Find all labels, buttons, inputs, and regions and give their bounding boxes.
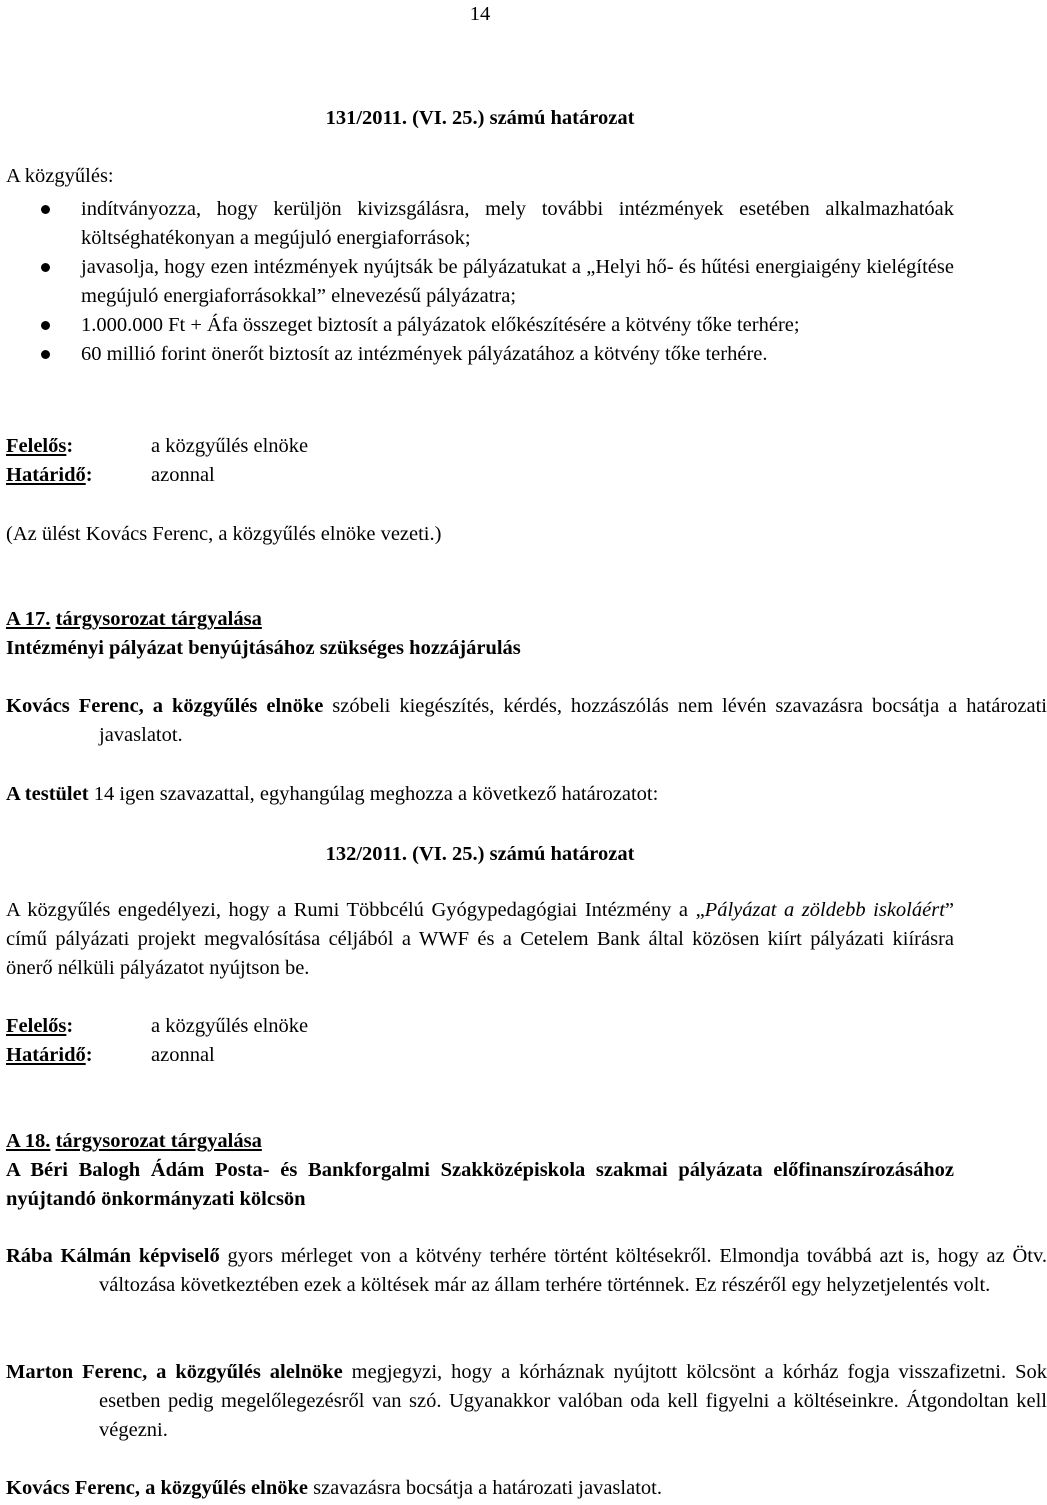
agenda-title-17: Intézményi pályázat benyújtásához szükséges hozzájárulás bbox=[6, 637, 521, 659]
responsible-value: a közgyűlés elnöke bbox=[151, 1015, 309, 1037]
page-number: 14 bbox=[469, 3, 491, 25]
speaker-paragraph-raba: Rába Kálmán képviselő gyors mérleget von a kötvény terhére történt költésekről. Elmondja továbbá azt is, hogy az Ötv. változása következtében ezek a költések már az állam terhére történnek. Ez részéről egy helyzetjelentés volt. bbox=[6, 1245, 1047, 1296]
bullet-item: 60 millió forint önerőt biztosít az intézmények pályázatához a kötvény tőke terhére. bbox=[6, 340, 954, 369]
responsible-label: Felelős: bbox=[6, 1015, 74, 1037]
resolution-title-131: 131/2011. (VI. 25.) számú határozat bbox=[325, 107, 635, 129]
bullet-item: indítványozza, hogy kerüljön kivizsgálásra, mely további intézmények esetében alkalmazhatóak költséghatékonyan a megújuló energiaforrások; bbox=[6, 195, 954, 253]
deadline-label: Határidő: bbox=[6, 1044, 93, 1066]
responsible-deadline-132 bbox=[6, 1012, 954, 1070]
speaker-paragraph-kovacs: Kovács Ferenc, a közgyűlés elnöke szavazásra bocsátja a határozati javaslatot. bbox=[6, 1477, 662, 1499]
bullet-item: javasolja, hogy ezen intézmények nyújtsák be pályázatukat a „Helyi hő- és hűtési energiaigény kielégítése megújuló energiaforrásokkal” elnevezésű pályázatra; bbox=[6, 253, 954, 311]
deadline-value: azonnal bbox=[151, 1044, 215, 1066]
vote-paragraph-17: A testület 14 igen szavazattal, egyhangúlag meghozza a következő határozatot: bbox=[6, 783, 659, 805]
speaker-paragraph-17: Kovács Ferenc, a közgyűlés elnöke szóbeli kiegészítés, kérdés, hozzászólás nem lévén szavazásra bocsátja a határozati javaslatot. bbox=[6, 695, 1047, 746]
responsible-value: a közgyűlés elnöke bbox=[151, 435, 309, 457]
assembly-intro: A közgyűlés: bbox=[6, 165, 114, 187]
responsible-label: Felelős: bbox=[6, 435, 74, 457]
deadline-value: azonnal bbox=[151, 464, 215, 486]
resolution-title-132: 132/2011. (VI. 25.) számú határozat bbox=[325, 843, 635, 865]
responsible-deadline-131 bbox=[6, 432, 954, 490]
resolution-text-132: A közgyűlés engedélyezi, hogy a Rumi Többcélú Gyógypedagógiai Intézmény a „Pályázat a zöldebb iskoláért” című pályázati projekt megvalósítása céljából a WWF és a Cetelem Bank által közösen kiírt pályázati kiírásra önerő nélküli pályázatot nyújtson be. bbox=[6, 899, 954, 979]
deadline-label: Határidő: bbox=[6, 464, 93, 486]
agenda-heading-18: A 18. tárgysorozat tárgyalása bbox=[6, 1130, 262, 1152]
agenda-title-18: A Béri Balogh Ádám Posta- és Bankforgalmi Szakközépiskola szakmai pályázata előfinanszírozásához nyújtandó önkormányzati kölcsön bbox=[6, 1159, 954, 1210]
session-note: (Az ülést Kovács Ferenc, a közgyűlés elnöke vezeti.) bbox=[6, 523, 442, 545]
agenda-heading-17: A 17. tárgysorozat tárgyalása bbox=[6, 608, 262, 630]
bullet-item: 1.000.000 Ft + Áfa összeget biztosít a pályázatok előkészítésére a kötvény tőke terhére; bbox=[6, 311, 954, 340]
resolution-bullet-list bbox=[6, 195, 954, 369]
speaker-paragraph-marton: Marton Ferenc, a közgyűlés alelnöke megjegyzi, hogy a kórháznak nyújtott kölcsönt a kórház fogja visszafizetni. Sok esetben pedig megelőlegezésről van szó. Ugyanakkor valóban oda kell figyelni a költéseinkre. Átgondoltan kell végezni. bbox=[6, 1361, 1047, 1441]
